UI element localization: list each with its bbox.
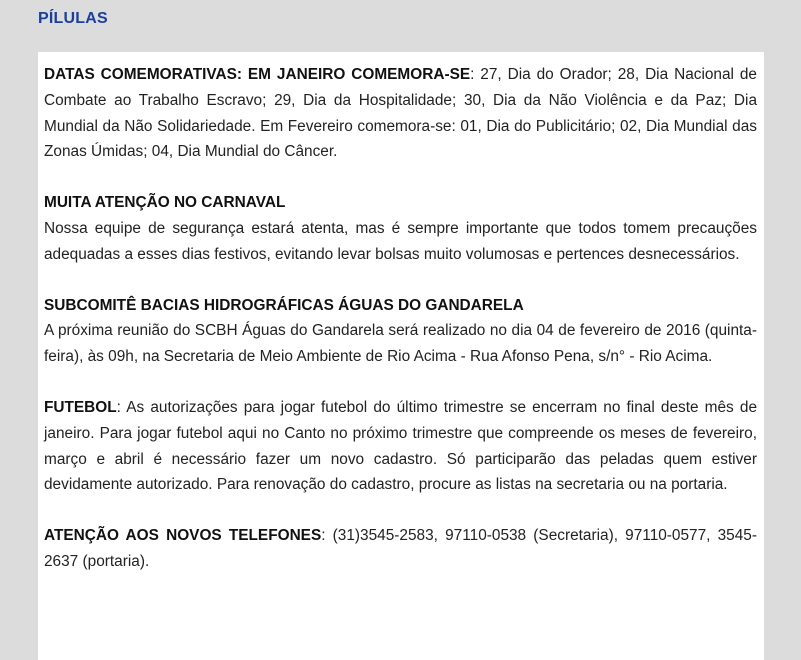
item-heading: ATENÇÃO AOS NOVOS TELEFONES bbox=[44, 527, 322, 545]
section-title: PÍLULAS bbox=[38, 10, 108, 27]
item-subcomite bbox=[44, 293, 757, 370]
item-heading: MUITA ATENÇÃO NO CARNAVAL bbox=[44, 194, 286, 212]
item-body: : 27, Dia do Orador; 28, Dia Nacional de Combate ao Trabalho Escravo; 29, Dia da Hospitalidade; 30, Dia da Não Violência e da Paz; Dia Mundial da Não Solidariedade. Em Fevereiro comemora-se: 01, Dia do Publicitário; 02, Dia Mundial das Zonas Úmidas; 04, Dia Mundial do Câncer. bbox=[44, 66, 757, 161]
item-body: : As autorizações para jogar futebol do último trimestre se encerram no final deste mês de janeiro. Para jogar futebol aqui no Canto no próximo trimestre que compreende os meses de fevereiro, março e abril é necessário fazer um novo cadastro. Só participarão das peladas quem estiver devidamente autorizado. Para renovação do cadastro, procure as listas na secretaria ou na portaria. bbox=[44, 398, 757, 494]
item-heading: SUBCOMITÊ BACIAS HIDROGRÁFICAS ÁGUAS DO GANDARELA bbox=[44, 296, 524, 314]
item-datas-comemorativas bbox=[44, 62, 757, 165]
item-body: : (31)3545-2583, 97110-0538 (Secretaria), 97110-0577, 3545-2637 (portaria). bbox=[44, 527, 757, 570]
item-futebol bbox=[44, 395, 757, 498]
item-heading: DATAS COMEMORATIVAS: EM JANEIRO COMEMORA-SE bbox=[44, 66, 471, 83]
item-heading: FUTEBOL bbox=[44, 398, 117, 416]
item-carnaval bbox=[44, 190, 757, 267]
item-body: A próxima reunião do SCBH Águas do Gandarela será realizado no dia 04 de fevereiro de 2016 (quinta-feira), às 09h, na Secretaria de Meio Ambiente de Rio Acima - Rua Afonso Pena, s/n° - Rio Acima. bbox=[44, 322, 757, 366]
item-body: Nossa equipe de segurança estará atenta, mas é sempre importante que todos tomem precauções adequadas a esses dias festivos, evitando levar bolsas muito volumosas e pertences desnecessários. bbox=[44, 219, 757, 263]
item-telefones bbox=[44, 523, 757, 575]
content-box bbox=[38, 52, 764, 660]
